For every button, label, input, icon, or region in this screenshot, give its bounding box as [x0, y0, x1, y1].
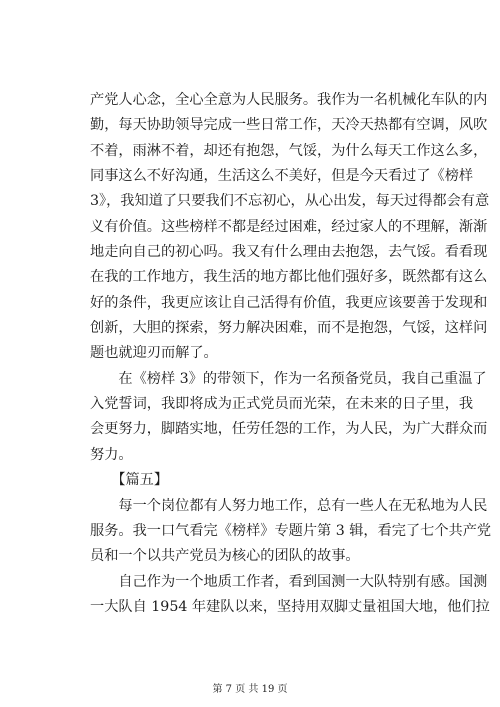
text-line: 服务。我一口气看完《榜样》专题片第 3 辑，看完了七个共产党 [90, 522, 492, 539]
text-line: 创新，大胆的探索，努力解决困难，而不是抱怨，气馁，这样问 [90, 320, 488, 337]
text-line: 不着，雨淋不着，却还有抱怨，气馁，为什么每天工作这么多， [90, 142, 488, 159]
text-line: 每一个岗位都有人努力地工作，总有一些人在无私地为人民 [90, 497, 488, 514]
section-heading: 【篇五】 [90, 472, 169, 489]
text-line: 自己作为一个地质工作者，看到国测一大队特别有感。国测 [90, 573, 488, 590]
text-line: 同事这么不好沟通，生活这么不美好，但是今天看过了《榜样 [90, 168, 474, 185]
paragraph-end-line: 员和一个以共产党员为核心的团队的故事。 [90, 548, 360, 565]
text-line: 3》，我知道了只要我们不忘初心，从心出发，每天过得都会有意 [90, 193, 490, 210]
text-line: 地走向自己的初心吗。我又有什么理由去抱怨，去气馁。看看现 [90, 244, 488, 261]
paragraph-end-line: 努力。 [90, 446, 133, 463]
document-body [90, 88, 492, 620]
text-line: 产党人心念，全心全意为人民服务。我作为一名机械化车队的内 [90, 92, 488, 108]
text-line: 入党誓词，我即将成为正式党员而光荣，在未来的日子里，我 [90, 396, 474, 413]
text-line: 在《榜样 3》的带领下，作为一名预备党员，我自己重温了 [90, 370, 487, 387]
text-line: 勤，每天协助领导完成一些日常工作，天冷天热都有空调，风吹 [90, 117, 488, 134]
text-line: 在我的工作地方，我生活的地方都比他们强好多，既然都有这么 [90, 269, 488, 286]
paragraph-end-line: 题也就迎刃而解了。 [90, 345, 218, 362]
page-number-footer: 第 7 页 共 19 页 [212, 684, 288, 695]
text-line: 义有价值。这些榜样不都是经过困难，经过家人的不理解，渐渐 [90, 218, 488, 235]
text-line: 好的条件，我更应该让自己活得有价值，我更应该要善于发现和 [90, 294, 488, 311]
text-line: 一大队自 1954 年建队以来，坚持用双脚丈量祖国大地，他们拉 [90, 598, 490, 615]
text-line: 会更努力，脚踏实地，任劳任怨的工作，为人民，为广大群众而 [90, 421, 488, 438]
